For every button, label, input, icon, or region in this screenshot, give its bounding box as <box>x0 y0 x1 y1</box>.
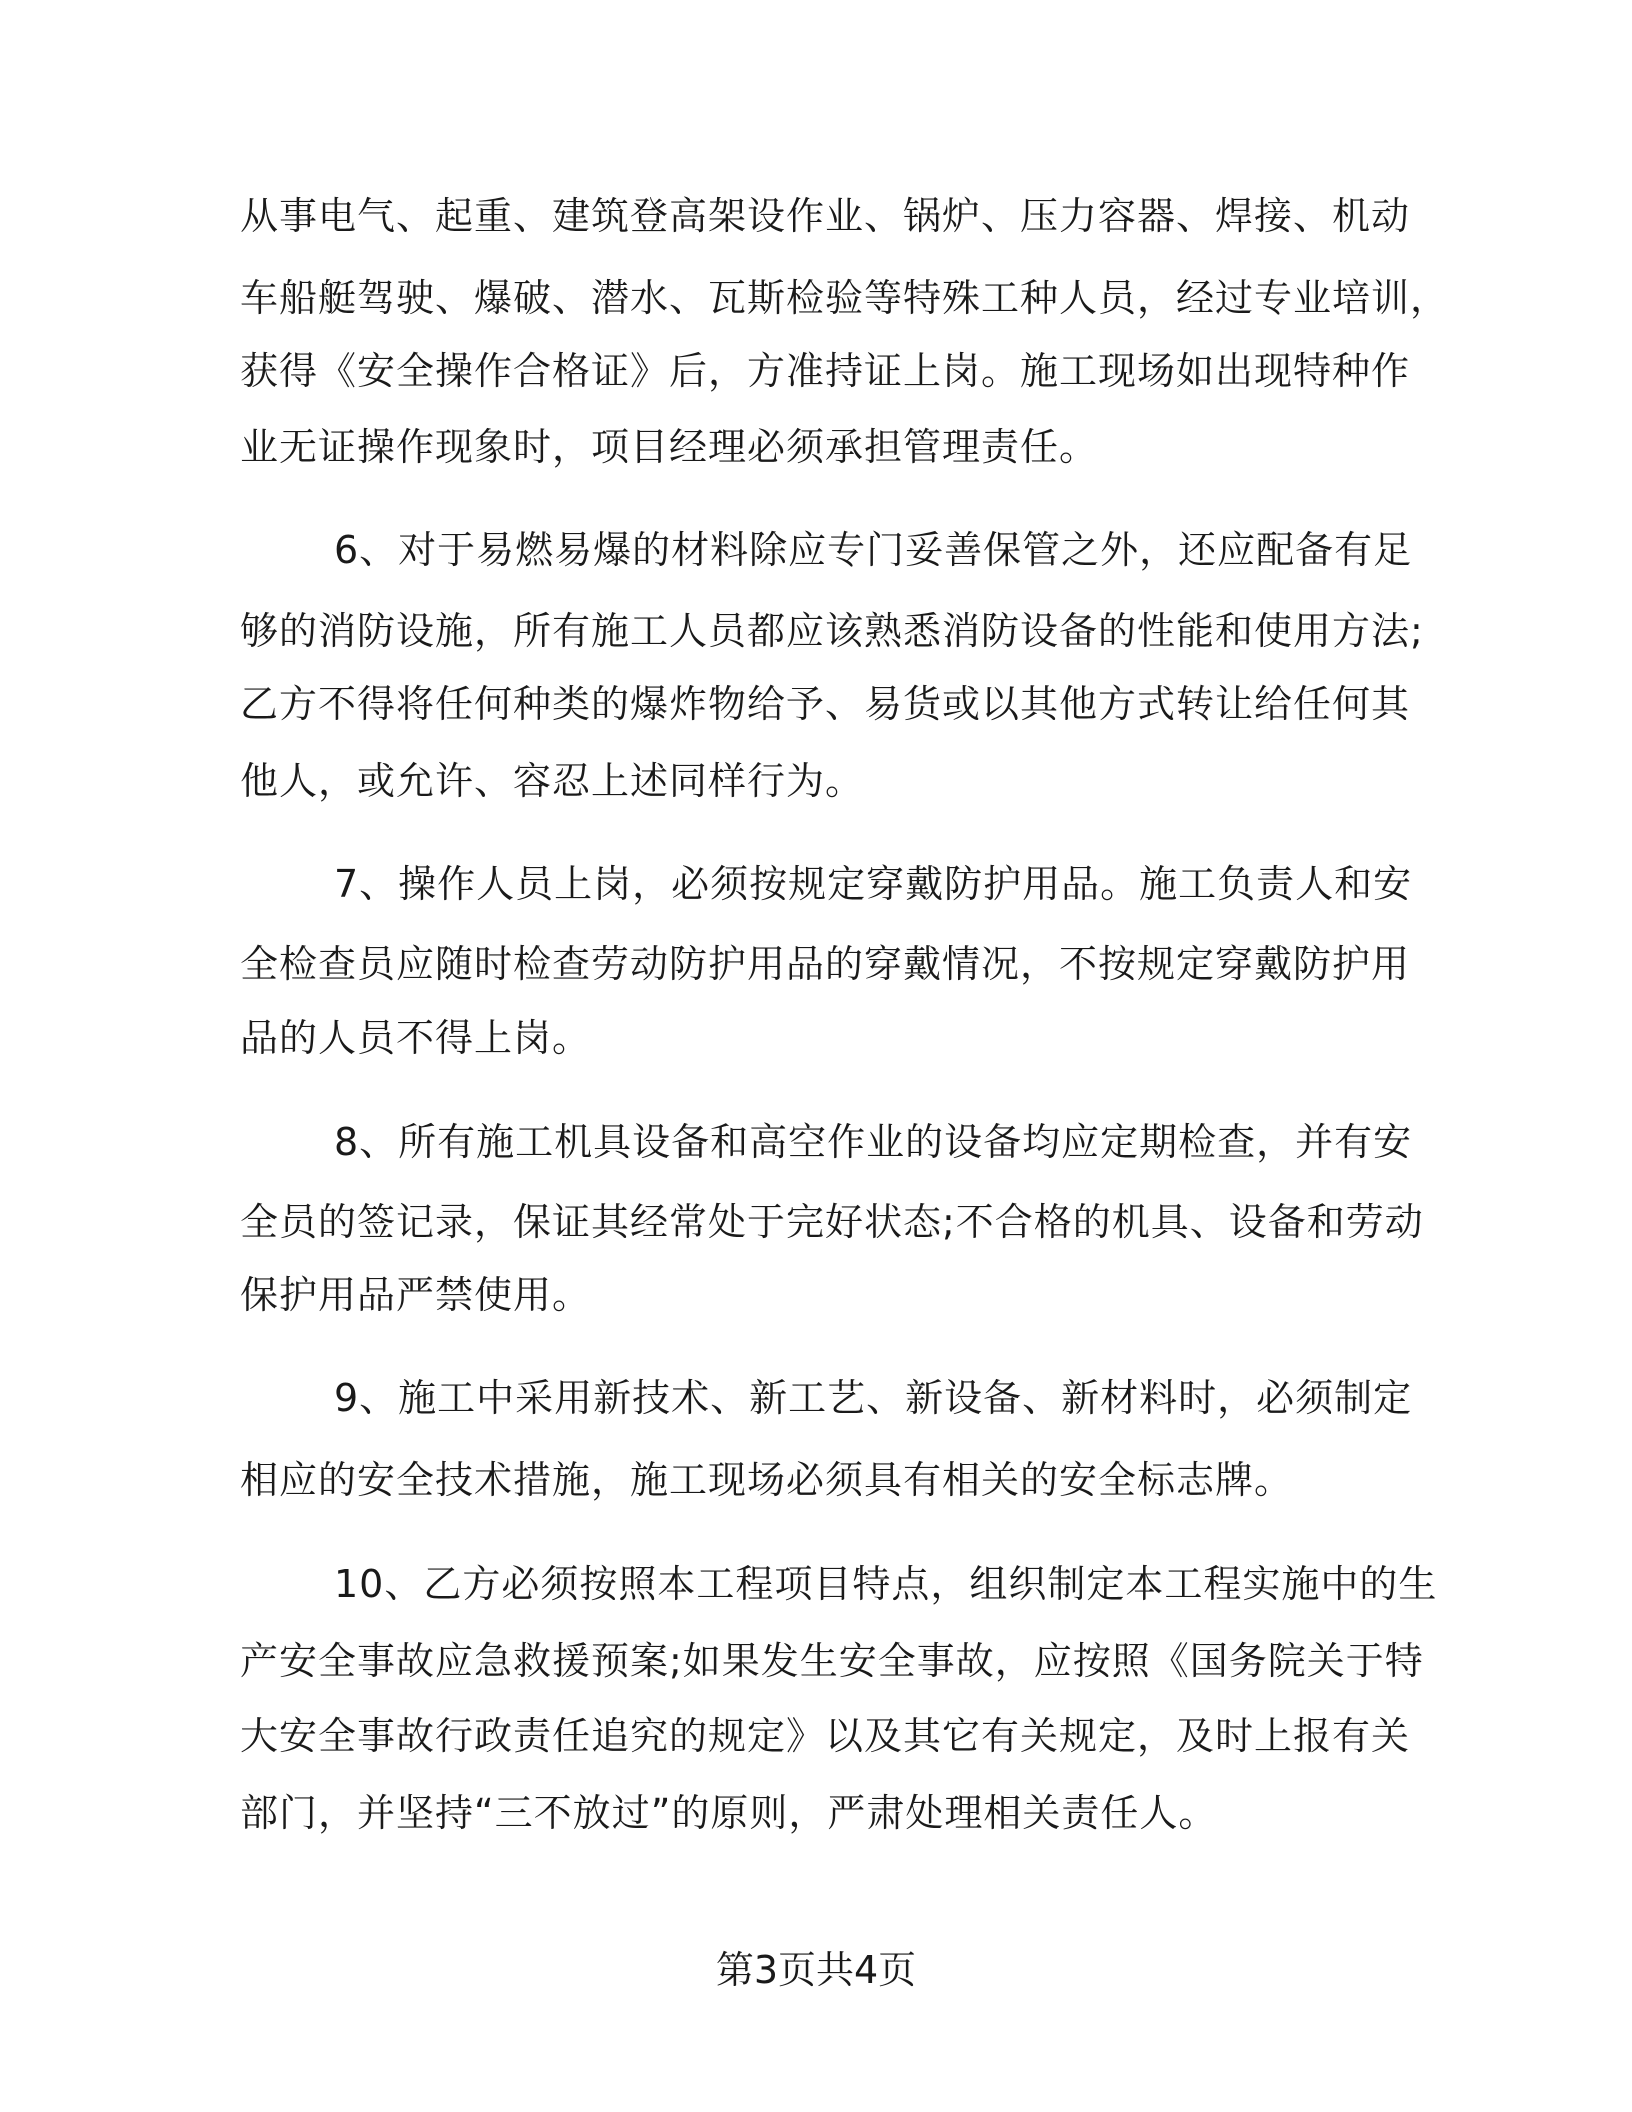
paragraph-line: 品的人员不得上岗。 <box>240 1016 592 1060</box>
paragraph-line: 6、对于易燃易爆的材料除应专门妥善保管之外，还应配备有足 <box>334 528 1413 572</box>
paragraph-line: 7、操作人员上岗，必须按规定穿戴防护用品。施工负责人和安 <box>334 862 1413 906</box>
paragraph-line: 产安全事故应急救援预案;如果发生安全事故，应按照《国务院关于特 <box>240 1639 1424 1683</box>
paragraph-line: 获得《安全操作合格证》后，方准持证上岗。施工现场如出现特种作 <box>240 349 1411 393</box>
paragraph-line: 从事电气、起重、建筑登高架设作业、锅炉、压力容器、焊接、机动 <box>240 194 1411 238</box>
paragraph-line: 部门，并坚持“三不放过”的原则，严肃处理相关责任人。 <box>240 1791 1218 1835</box>
paragraph-line: 他人，或允许、容忍上述同样行为。 <box>240 759 865 803</box>
paragraph-line: 8、所有施工机具设备和高空作业的设备均应定期检查，并有安 <box>334 1120 1413 1164</box>
paragraph-line: 10、乙方必须按照本工程项目特点，组织制定本工程实施中的生 <box>334 1562 1438 1606</box>
paragraph-line: 9、施工中采用新技术、新工艺、新设备、新材料时，必须制定 <box>334 1376 1413 1420</box>
paragraph-line: 乙方不得将任何种类的爆炸物给予、易货或以其他方式转让给任何其 <box>240 682 1411 726</box>
paragraph-line: 车船艇驾驶、爆破、潜水、瓦斯检验等特殊工种人员，经过专业培训， <box>240 276 1450 320</box>
paragraph-line: 保护用品严禁使用。 <box>240 1273 592 1317</box>
page-number: 第3页共4页 <box>715 1948 917 1992</box>
paragraph-line: 大安全事故行政责任追究的规定》以及其它有关规定，及时上报有关 <box>240 1714 1411 1758</box>
paragraph-line: 够的消防设施，所有施工人员都应该熟悉消防设备的性能和使用方法; <box>240 609 1424 653</box>
paragraph-line: 全检查员应随时检查劳动防护用品的穿戴情况，不按规定穿戴防护用 <box>240 942 1411 986</box>
paragraph-line: 业无证操作现象时，项目经理必须承担管理责任。 <box>240 425 1099 469</box>
paragraph-line: 全员的签记录，保证其经常处于完好状态;不合格的机具、设备和劳动 <box>240 1200 1424 1244</box>
paragraph-line: 相应的安全技术措施，施工现场必须具有相关的安全标志牌。 <box>240 1458 1294 1502</box>
